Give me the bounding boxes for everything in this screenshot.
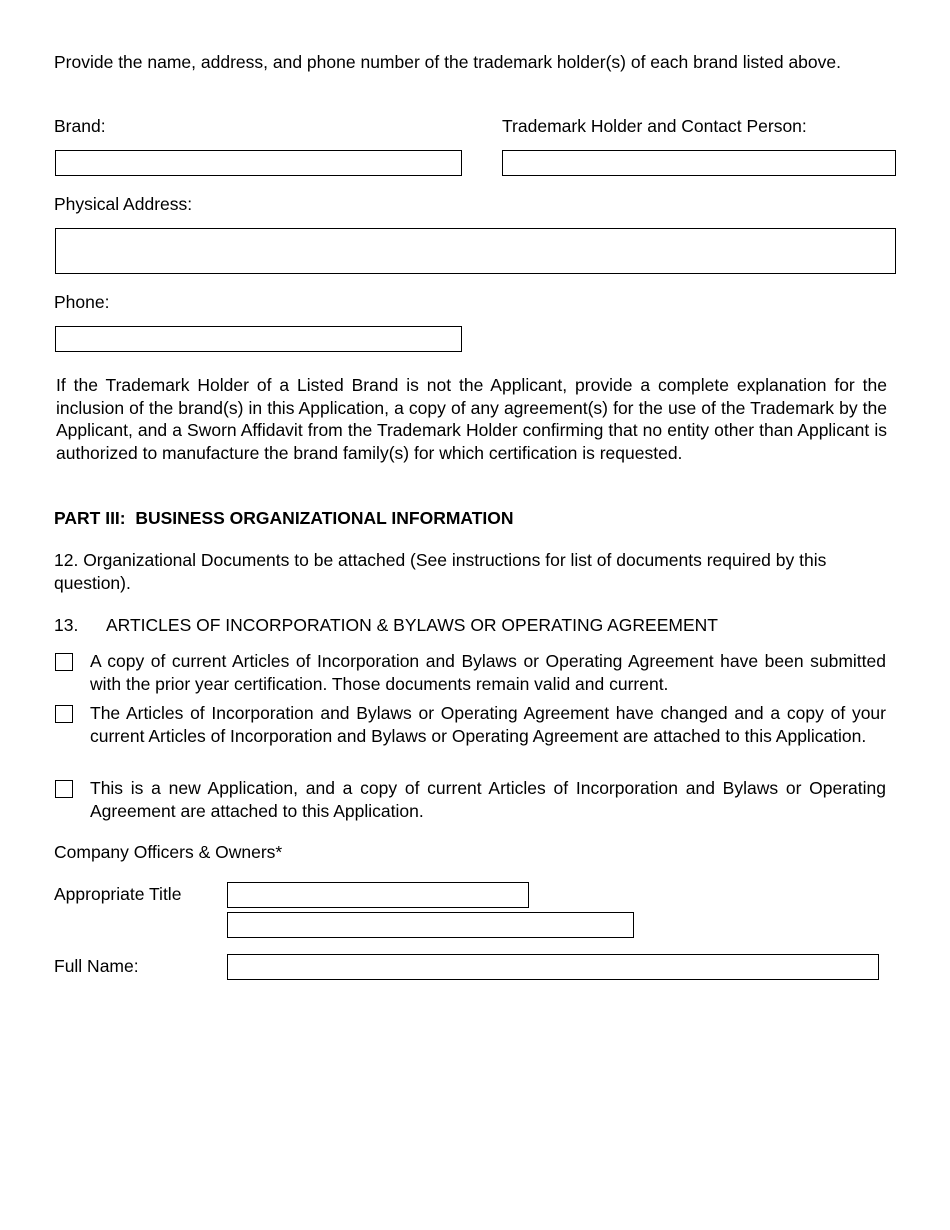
trademark-explanation: If the Trademark Holder of a Listed Brand is not the Applicant, provide a complete explanation for the inclusion of the brand(s) in this Application, a copy of any agreement(s) for the use of the Trademark by the Applicant, and a Sworn Affidavit from the Trademark Holder confirming that no entity other than Applicant is authorized to manufacture the brand family(s) for which certification is requested. [56,375,887,463]
part3-heading-title: BUSINESS ORGANIZATIONAL INFORMATION [135,508,514,528]
officers-heading: Company Officers & Owners* [54,842,283,862]
brand-label: Brand: [54,116,106,136]
appropriate-title-field[interactable] [227,882,529,908]
option-new-application-checkbox[interactable] [55,780,73,798]
option-changed-checkbox[interactable] [55,705,73,723]
full-name-field[interactable] [227,954,879,980]
trademark-holder-field[interactable] [502,150,896,176]
option-prior-year-label: A copy of current Articles of Incorporation and Bylaws or Operating Agreement have been submitted with the prior year certification. Those documents remain valid and current. [90,651,886,694]
option-new-application-label: This is a new Application, and a copy of current Articles of Incorporation and Bylaws or Operating Agreement are attached to this Application. [90,778,886,821]
trademark-instruction: Provide the name, address, and phone number of the trademark holder(s) of each brand listed above. [54,52,841,72]
option-changed-label: The Articles of Incorporation and Bylaws or Operating Agreement have changed and a copy of your current Articles of Incorporation and Bylaws or Operating Agreement are attached to this Application. [90,703,886,746]
question-13-number: 13. [54,615,79,635]
part3-heading [54,507,514,530]
phone-label: Phone: [54,292,110,312]
appropriate-title-field-2[interactable] [227,912,634,938]
trademark-holder-label: Trademark Holder and Contact Person: [502,116,807,136]
physical-address-field[interactable] [55,228,896,274]
appropriate-title-label: Appropriate Title [54,884,182,904]
full-name-label: Full Name: [54,956,139,976]
physical-address-label: Physical Address: [54,194,193,214]
question-12: 12. Organizational Documents to be attached (See instructions for list of documents required by this question). [54,550,827,593]
question-13-title: ARTICLES OF INCORPORATION & BYLAWS OR OPERATING AGREEMENT [106,615,718,635]
phone-field[interactable] [55,326,462,352]
brand-field[interactable] [55,150,462,176]
part3-heading-prefix: PART III: [54,508,126,528]
option-prior-year-checkbox[interactable] [55,653,73,671]
